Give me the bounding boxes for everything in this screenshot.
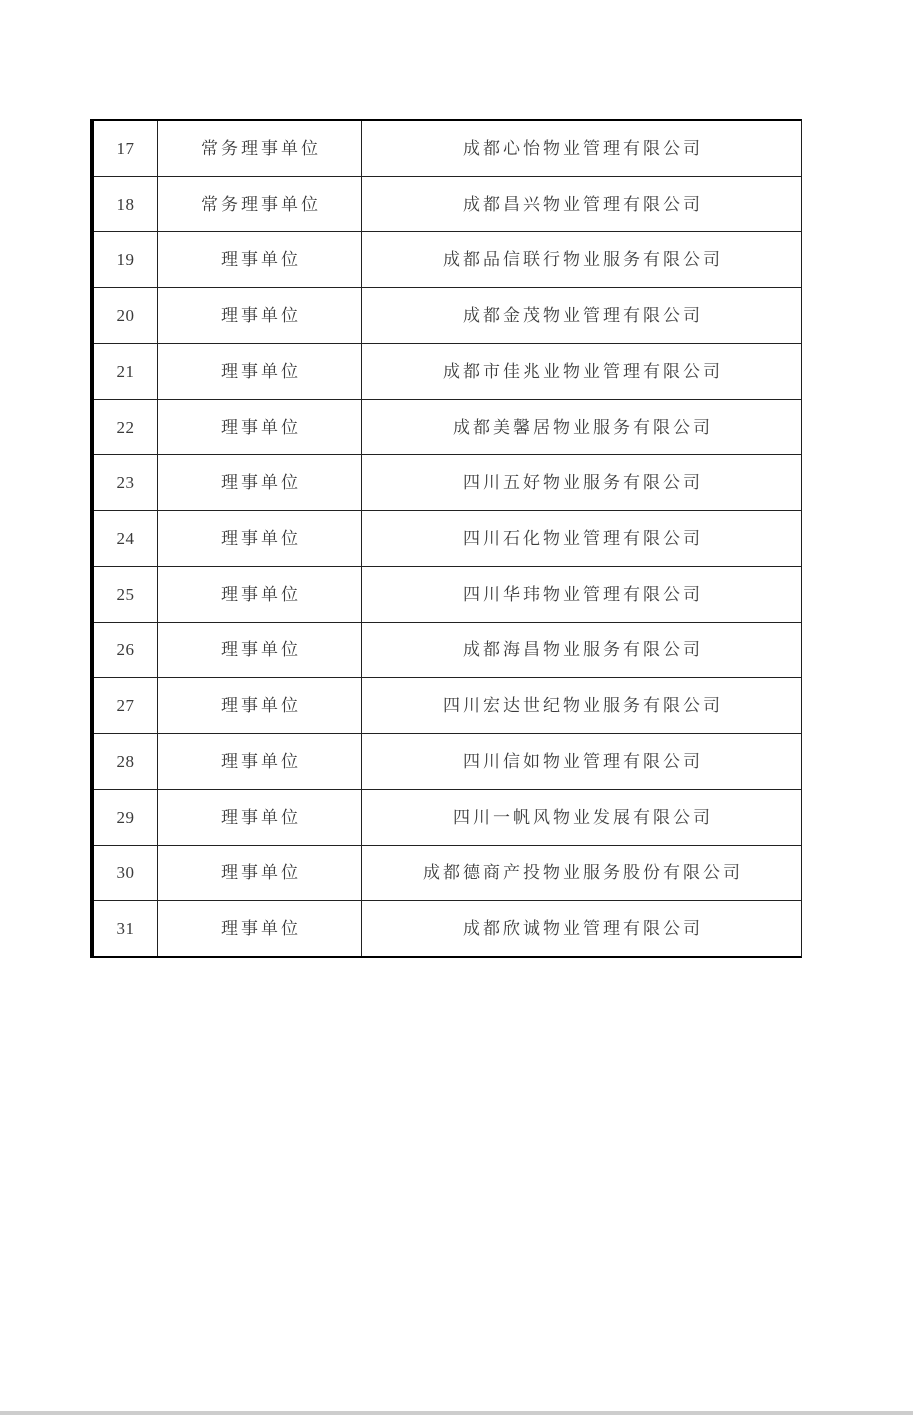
table-row bbox=[94, 790, 801, 846]
member-role: 理事单位 bbox=[158, 567, 362, 622]
row-number: 17 bbox=[94, 121, 158, 176]
member-role: 常务理事单位 bbox=[158, 177, 362, 232]
member-table bbox=[90, 119, 802, 958]
member-role: 理事单位 bbox=[158, 400, 362, 455]
row-number: 26 bbox=[94, 623, 158, 678]
table-row bbox=[94, 734, 801, 790]
company-name: 成都品信联行物业服务有限公司 bbox=[443, 250, 723, 270]
row-number: 23 bbox=[94, 455, 158, 510]
company-name: 四川信如物业管理有限公司 bbox=[463, 751, 703, 771]
member-role: 理事单位 bbox=[158, 511, 362, 566]
table-row bbox=[94, 232, 801, 288]
row-number: 21 bbox=[94, 344, 158, 399]
table-row bbox=[94, 400, 801, 456]
member-role: 理事单位 bbox=[158, 288, 362, 343]
member-role: 理事单位 bbox=[158, 678, 362, 733]
table-row bbox=[94, 177, 801, 233]
table-row bbox=[94, 901, 801, 956]
company-name: 四川石化物业管理有限公司 bbox=[463, 529, 703, 548]
row-number: 31 bbox=[94, 901, 158, 956]
row-number: 20 bbox=[94, 288, 158, 343]
member-role: 理事单位 bbox=[158, 344, 362, 399]
table-row bbox=[94, 567, 801, 623]
company-name: 成都欣诚物业管理有限公司 bbox=[463, 919, 703, 939]
table-row bbox=[94, 288, 801, 344]
member-role: 理事单位 bbox=[158, 846, 362, 901]
company-name: 四川华玮物业管理有限公司 bbox=[463, 584, 703, 604]
member-role: 理事单位 bbox=[158, 623, 362, 678]
company-name: 成都昌兴物业管理有限公司 bbox=[463, 194, 703, 214]
member-role: 理事单位 bbox=[158, 901, 362, 956]
row-number: 27 bbox=[94, 678, 158, 733]
table-row bbox=[94, 511, 801, 567]
table-row bbox=[94, 455, 801, 511]
member-role: 理事单位 bbox=[158, 232, 362, 287]
company-name: 成都德商产投物业服务股份有限公司 bbox=[423, 863, 743, 883]
row-number: 22 bbox=[94, 400, 158, 455]
row-number: 30 bbox=[94, 846, 158, 901]
company-name: 四川一帆风物业发展有限公司 bbox=[453, 807, 713, 827]
table-row bbox=[94, 121, 801, 177]
company-name: 成都美馨居物业服务有限公司 bbox=[453, 417, 713, 437]
row-number: 24 bbox=[94, 511, 158, 566]
row-number: 19 bbox=[94, 232, 158, 287]
table-row bbox=[94, 344, 801, 400]
member-role: 常务理事单位 bbox=[158, 121, 362, 176]
company-name: 四川五好物业服务有限公司 bbox=[463, 473, 703, 493]
page-boundary-divider bbox=[0, 1411, 913, 1415]
company-name: 四川宏达世纪物业服务有限公司 bbox=[443, 696, 723, 716]
row-number: 25 bbox=[94, 567, 158, 622]
member-role: 理事单位 bbox=[158, 734, 362, 789]
table-row bbox=[94, 623, 801, 679]
company-name: 成都市佳兆业物业管理有限公司 bbox=[443, 361, 723, 381]
company-name: 成都心怡物业管理有限公司 bbox=[463, 138, 703, 158]
row-number: 28 bbox=[94, 734, 158, 789]
member-role: 理事单位 bbox=[158, 790, 362, 845]
table-row bbox=[94, 846, 801, 902]
company-name: 成都金茂物业管理有限公司 bbox=[463, 306, 703, 326]
company-name: 成都海昌物业服务有限公司 bbox=[463, 640, 703, 660]
row-number: 18 bbox=[94, 177, 158, 232]
row-number: 29 bbox=[94, 790, 158, 845]
member-role: 理事单位 bbox=[158, 455, 362, 510]
table-row bbox=[94, 678, 801, 734]
